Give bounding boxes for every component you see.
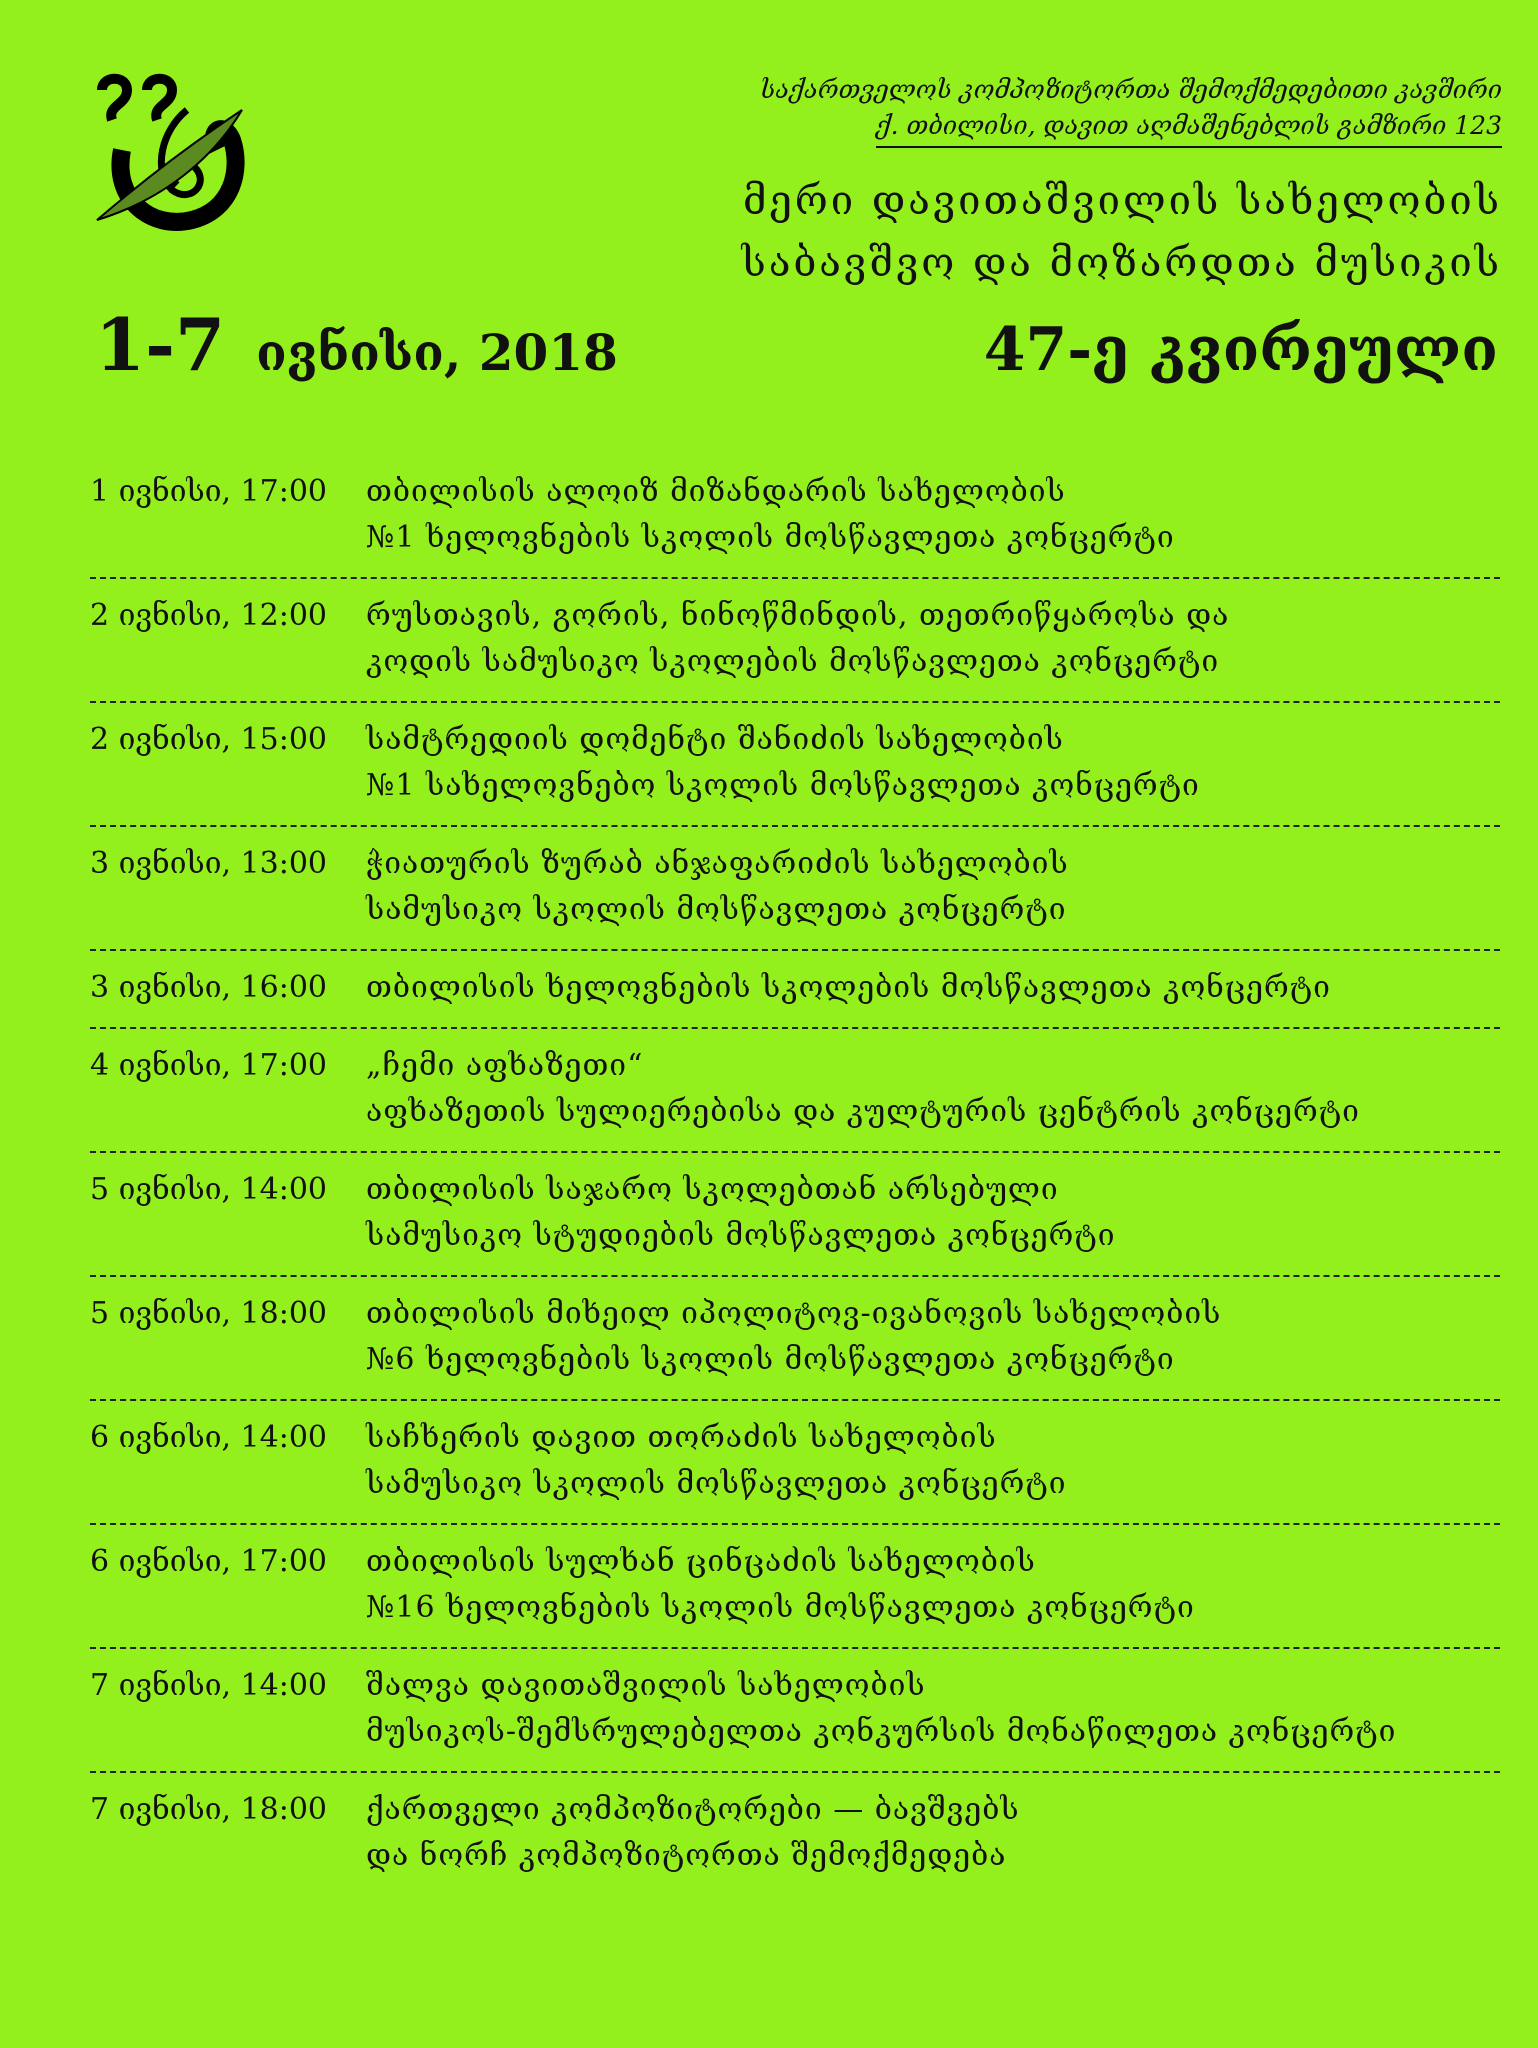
event-datetime: 4 ივნისი, 17:00 — [90, 1048, 328, 1083]
event-description-line-1: საჩხერის დავით თორაძის სახელობის — [366, 1420, 997, 1455]
event-datetime: 6 ივნისი, 17:00 — [90, 1544, 328, 1579]
treble-clef-leaf-icon — [92, 70, 262, 240]
event-description — [350, 1539, 1195, 1631]
event-datetime: 3 ივნისი, 16:00 — [90, 970, 328, 1005]
event-description-line-1: თბილისის ალოიზ მიზანდარის სახელობის — [366, 474, 1066, 509]
event-datetime: 7 ივნისი, 14:00 — [90, 1668, 328, 1703]
event-description — [350, 1415, 1067, 1507]
event-datetime: 5 ივნისი, 18:00 — [90, 1296, 328, 1331]
festival-edition: 47-ე კვირეული — [983, 315, 1498, 385]
event-description-line-2: აფხაზეთის სულიერებისა და კულტურის ცენტრის კონცერტი — [366, 1094, 1360, 1129]
event-description-line-1: ქართველი კომპოზიტორები — ბავშვებს — [366, 1792, 1020, 1827]
event-datetime: 2 ივნისი, 15:00 — [90, 722, 328, 757]
festival-title-line2: საბავშვო და მოზარდთა მუსიკის — [741, 240, 1502, 286]
event-row — [90, 1525, 1500, 1649]
event-row — [90, 579, 1500, 703]
event-row — [90, 1649, 1500, 1773]
event-description — [350, 1167, 1116, 1259]
festival-title-line1: მერი დავითაშვილის სახელობის — [742, 178, 1502, 224]
event-datetime: 3 ივნისი, 13:00 — [90, 846, 328, 881]
event-row — [90, 1277, 1500, 1401]
festival-title — [602, 170, 1502, 294]
event-description-line-2: კოდის სამუსიკო სკოლების მოსწავლეთა კონცერტი — [366, 644, 1220, 679]
event-description — [350, 841, 1069, 933]
event-description-line-2: №6 ხელოვნების სკოლის მოსწავლეთა კონცერტი — [366, 1342, 1175, 1377]
event-description-line-1: „ჩემი აფხაზეთი“ — [366, 1048, 644, 1083]
month-year: ივნისი, 2018 — [256, 323, 618, 382]
event-description-line-1: შალვა დავითაშვილის სახელობის — [366, 1668, 926, 1703]
event-description — [350, 1663, 1396, 1755]
event-datetime: 1 ივნისი, 17:00 — [90, 474, 328, 509]
event-description-line-2: №1 ხელოვნების სკოლის მოსწავლეთა კონცერტი — [366, 520, 1175, 555]
event-row — [90, 1029, 1500, 1153]
event-schedule — [90, 455, 1500, 1895]
organization-info — [602, 72, 1502, 148]
event-description — [350, 1043, 1360, 1135]
event-description-line-1: თბილისის მიხეილ იპოლიტოვ-ივანოვის სახელობის — [366, 1296, 1222, 1331]
event-datetime: 7 ივნისი, 18:00 — [90, 1792, 328, 1827]
event-row — [90, 827, 1500, 951]
event-description-line-2: სამუსიკო სკოლის მოსწავლეთა კონცერტი — [366, 1466, 1067, 1501]
event-description — [350, 469, 1175, 561]
event-description-line-1: რუსთავის, გორის, ნინოწმინდის, თეთრიწყაროსა და — [366, 598, 1230, 633]
event-description-line-2: მუსიკოს-შემსრულებელთა კონკურსის მონაწილეთა კონცერტი — [366, 1714, 1397, 1749]
festival-dates — [95, 300, 618, 398]
event-row — [90, 1773, 1500, 1895]
date-range: 1-7 — [95, 302, 226, 387]
event-description-line-1: ჭიათურის ზურაბ ანჯაფარიძის სახელობის — [366, 846, 1069, 881]
org-name: საქართველოს კომპოზიტორთა შემოქმედებითი კავშირი — [760, 75, 1502, 104]
event-description-line-1: სამტრედიის დომენტი შანიძის სახელობის — [366, 722, 1064, 757]
event-description-line-1: თბილისის საჯარო სკოლებთან არსებული — [366, 1172, 1059, 1207]
event-description-line-2: სამუსიკო სკოლის მოსწავლეთა კონცერტი — [366, 892, 1067, 927]
event-description-line-2: სამუსიკო სტუდიების მოსწავლეთა კონცერტი — [366, 1218, 1116, 1253]
composers-union-logo — [92, 70, 262, 240]
event-description — [350, 717, 1200, 809]
event-row — [90, 703, 1500, 827]
event-datetime: 5 ივნისი, 14:00 — [90, 1172, 328, 1207]
event-description-line-2: №16 ხელოვნების სკოლის მოსწავლეთა კონცერტი — [366, 1590, 1195, 1625]
org-address: ქ. თბილისი, დავით აღმაშენებლის გამზირი 123 — [876, 108, 1502, 148]
event-row — [90, 1401, 1500, 1525]
event-description-line-2: და ნორჩ კომპოზიტორთა შემოქმედება — [366, 1838, 1007, 1873]
event-description — [350, 1291, 1221, 1383]
event-datetime: 6 ივნისი, 14:00 — [90, 1420, 328, 1455]
event-row — [90, 951, 1500, 1029]
event-description — [350, 965, 1331, 1011]
event-description-line-2: №1 სახელოვნებო სკოლის მოსწავლეთა კონცერტი — [366, 768, 1200, 803]
event-description — [350, 593, 1229, 685]
event-description-line-1: თბილისის ხელოვნების სკოლების მოსწავლეთა კონცერტი — [366, 970, 1331, 1005]
event-datetime: 2 ივნისი, 12:00 — [90, 598, 328, 633]
event-description-line-1: თბილისის სულხან ცინცაძის სახელობის — [366, 1544, 1036, 1579]
event-row — [90, 455, 1500, 579]
event-description — [350, 1787, 1020, 1879]
event-row — [90, 1153, 1500, 1277]
